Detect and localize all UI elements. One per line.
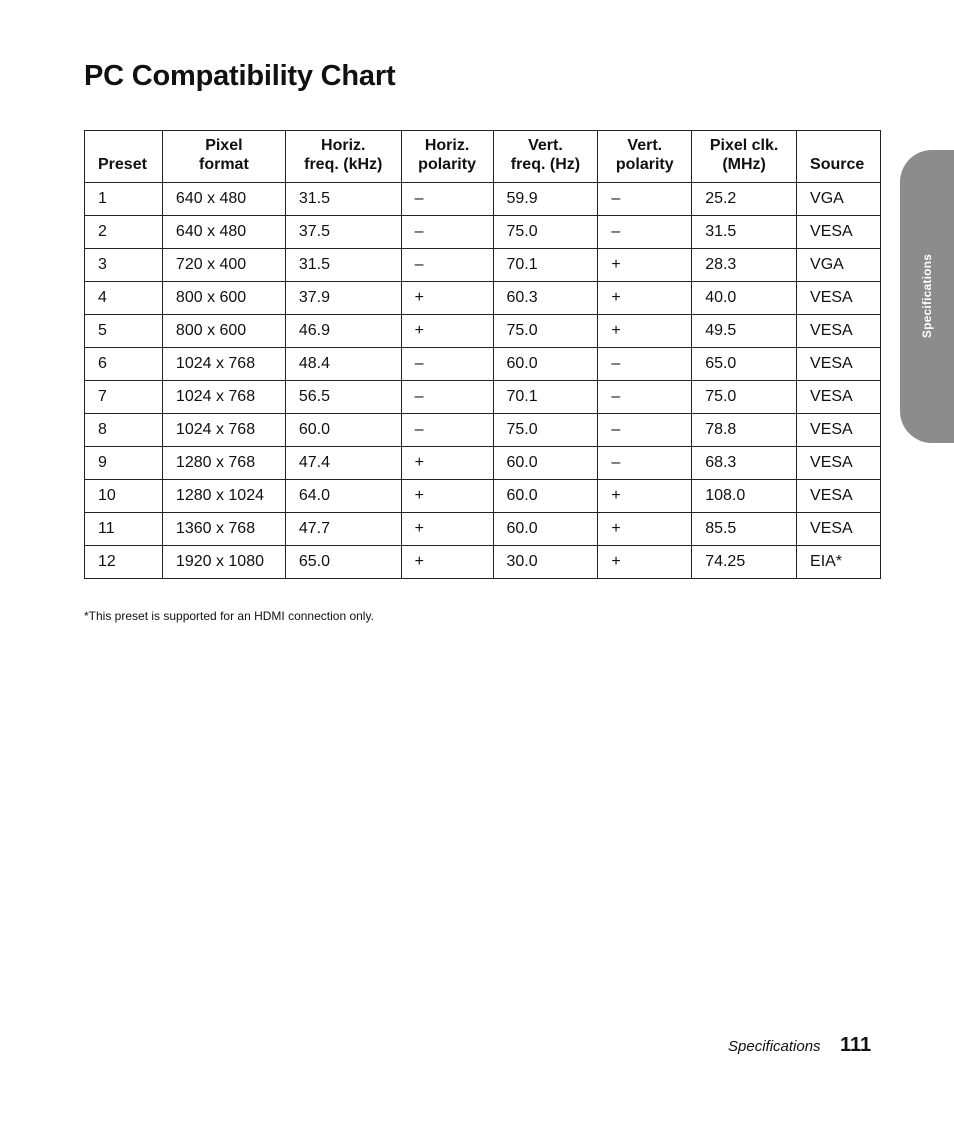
cell-vert-polarity: + <box>598 315 692 348</box>
cell-source: VESA <box>797 480 881 513</box>
footer-section-name: Specifications <box>728 1038 821 1055</box>
cell-vert-polarity: + <box>598 513 692 546</box>
table-footnote: *This preset is supported for an HDMI connection only. <box>84 609 374 623</box>
column-header-vert-freq <box>493 131 598 183</box>
cell-preset: 4 <box>85 282 163 315</box>
cell-vert-freq: 75.0 <box>493 414 598 447</box>
cell-preset: 2 <box>85 216 163 249</box>
page-title: PC Compatibility Chart <box>84 60 396 92</box>
cell-pixel-clock: 74.25 <box>692 546 797 579</box>
cell-pixel-format: 1280 x 768 <box>162 447 285 480</box>
column-header-line: Vert. <box>528 137 563 154</box>
column-header-pixel-clock <box>692 131 797 183</box>
column-header-line: Vert. <box>627 137 663 154</box>
column-header-source <box>797 131 881 183</box>
cell-vert-freq: 60.0 <box>493 447 598 480</box>
cell-preset: 8 <box>85 414 163 447</box>
cell-pixel-format: 1280 x 1024 <box>162 480 285 513</box>
cell-pixel-clock: 28.3 <box>692 249 797 282</box>
cell-preset: 9 <box>85 447 163 480</box>
cell-vert-polarity: – <box>598 414 692 447</box>
table-row <box>85 183 881 216</box>
cell-source: VESA <box>797 315 881 348</box>
cell-horiz-polarity: + <box>401 513 493 546</box>
cell-source: VESA <box>797 414 881 447</box>
cell-source: EIA* <box>797 546 881 579</box>
side-tab-label: Specifications <box>920 253 934 339</box>
cell-preset: 10 <box>85 480 163 513</box>
cell-pixel-format: 1024 x 768 <box>162 381 285 414</box>
column-header-line: Preset <box>98 156 147 173</box>
cell-source: VESA <box>797 447 881 480</box>
cell-vert-freq: 30.0 <box>493 546 598 579</box>
cell-vert-polarity: – <box>598 216 692 249</box>
column-header-line: format <box>198 156 249 173</box>
cell-source: VESA <box>797 216 881 249</box>
cell-preset: 12 <box>85 546 163 579</box>
column-header-horiz-freq <box>285 131 401 183</box>
cell-preset: 11 <box>85 513 163 546</box>
cell-pixel-clock: 85.5 <box>692 513 797 546</box>
cell-horiz-polarity: + <box>401 480 493 513</box>
cell-horiz-polarity: – <box>401 183 493 216</box>
cell-pixel-format: 720 x 400 <box>162 249 285 282</box>
column-header-line: polarity <box>418 156 476 173</box>
table-row <box>85 414 881 447</box>
column-header-vert-polarity <box>598 131 692 183</box>
cell-pixel-clock: 25.2 <box>692 183 797 216</box>
cell-horiz-polarity: – <box>401 414 493 447</box>
table-row <box>85 249 881 282</box>
cell-horiz-polarity: + <box>401 546 493 579</box>
cell-pixel-format: 1024 x 768 <box>162 348 285 381</box>
cell-source: VESA <box>797 282 881 315</box>
table-header-row <box>85 131 881 183</box>
cell-pixel-clock: 75.0 <box>692 381 797 414</box>
column-header-pixel-format <box>162 131 285 183</box>
cell-vert-freq: 60.0 <box>493 480 598 513</box>
cell-source: VESA <box>797 348 881 381</box>
cell-preset: 5 <box>85 315 163 348</box>
cell-horiz-freq: 31.5 <box>285 249 401 282</box>
cell-source: VGA <box>797 249 881 282</box>
cell-source: VESA <box>797 513 881 546</box>
column-header-line: Source <box>810 156 865 173</box>
cell-horiz-polarity: – <box>401 249 493 282</box>
cell-horiz-polarity: – <box>401 216 493 249</box>
cell-pixel-clock: 40.0 <box>692 282 797 315</box>
page-number: 111 <box>840 1034 872 1056</box>
column-header-line: Horiz. <box>424 137 470 154</box>
cell-vert-polarity: – <box>598 381 692 414</box>
cell-preset: 6 <box>85 348 163 381</box>
cell-preset: 3 <box>85 249 163 282</box>
cell-horiz-freq: 64.0 <box>285 480 401 513</box>
cell-horiz-freq: 47.4 <box>285 447 401 480</box>
cell-horiz-polarity: – <box>401 348 493 381</box>
column-header-preset <box>85 131 163 183</box>
cell-horiz-freq: 65.0 <box>285 546 401 579</box>
column-header-line: Horiz. <box>321 137 366 154</box>
cell-horiz-polarity: + <box>401 447 493 480</box>
cell-vert-freq: 70.1 <box>493 381 598 414</box>
cell-source: VGA <box>797 183 881 216</box>
cell-vert-freq: 60.0 <box>493 513 598 546</box>
cell-source: VESA <box>797 381 881 414</box>
table-row <box>85 282 881 315</box>
column-header-line: freq. (Hz) <box>510 156 581 173</box>
cell-pixel-format: 800 x 600 <box>162 315 285 348</box>
cell-horiz-freq: 46.9 <box>285 315 401 348</box>
cell-vert-polarity: + <box>598 249 692 282</box>
cell-vert-freq: 59.9 <box>493 183 598 216</box>
column-header-horiz-polarity <box>401 131 493 183</box>
column-header-line: (MHz) <box>722 156 766 173</box>
cell-pixel-format: 1360 x 768 <box>162 513 285 546</box>
cell-vert-freq: 75.0 <box>493 315 598 348</box>
column-header-line: Pixel clk. <box>709 137 779 154</box>
cell-horiz-freq: 48.4 <box>285 348 401 381</box>
cell-vert-polarity: – <box>598 183 692 216</box>
cell-horiz-freq: 37.9 <box>285 282 401 315</box>
cell-horiz-polarity: + <box>401 315 493 348</box>
cell-horiz-polarity: – <box>401 381 493 414</box>
cell-pixel-clock: 49.5 <box>692 315 797 348</box>
cell-vert-polarity: – <box>598 348 692 381</box>
cell-pixel-clock: 31.5 <box>692 216 797 249</box>
cell-pixel-clock: 108.0 <box>692 480 797 513</box>
cell-pixel-clock: 78.8 <box>692 414 797 447</box>
cell-vert-freq: 60.0 <box>493 348 598 381</box>
cell-horiz-freq: 56.5 <box>285 381 401 414</box>
column-header-line: freq. (kHz) <box>304 156 383 173</box>
cell-preset: 1 <box>85 183 163 216</box>
table-row <box>85 381 881 414</box>
column-header-line: Pixel <box>205 137 243 154</box>
table-row <box>85 315 881 348</box>
cell-vert-freq: 70.1 <box>493 249 598 282</box>
cell-horiz-freq: 31.5 <box>285 183 401 216</box>
cell-vert-polarity: + <box>598 546 692 579</box>
cell-horiz-freq: 47.7 <box>285 513 401 546</box>
cell-pixel-clock: 65.0 <box>692 348 797 381</box>
cell-vert-polarity: + <box>598 480 692 513</box>
table-row <box>85 447 881 480</box>
table-row <box>85 513 881 546</box>
cell-vert-freq: 75.0 <box>493 216 598 249</box>
cell-horiz-freq: 37.5 <box>285 216 401 249</box>
table-row <box>85 546 881 579</box>
cell-pixel-format: 1920 x 1080 <box>162 546 285 579</box>
cell-horiz-polarity: + <box>401 282 493 315</box>
cell-vert-polarity: – <box>598 447 692 480</box>
cell-horiz-freq: 60.0 <box>285 414 401 447</box>
cell-preset: 7 <box>85 381 163 414</box>
cell-pixel-format: 640 x 480 <box>162 183 285 216</box>
column-header-line: polarity <box>615 156 674 173</box>
table-row <box>85 216 881 249</box>
compatibility-table <box>84 130 881 579</box>
cell-pixel-format: 640 x 480 <box>162 216 285 249</box>
cell-pixel-format: 1024 x 768 <box>162 414 285 447</box>
cell-pixel-format: 800 x 600 <box>162 282 285 315</box>
cell-vert-polarity: + <box>598 282 692 315</box>
cell-vert-freq: 60.3 <box>493 282 598 315</box>
cell-pixel-clock: 68.3 <box>692 447 797 480</box>
table-row <box>85 348 881 381</box>
table-row <box>85 480 881 513</box>
